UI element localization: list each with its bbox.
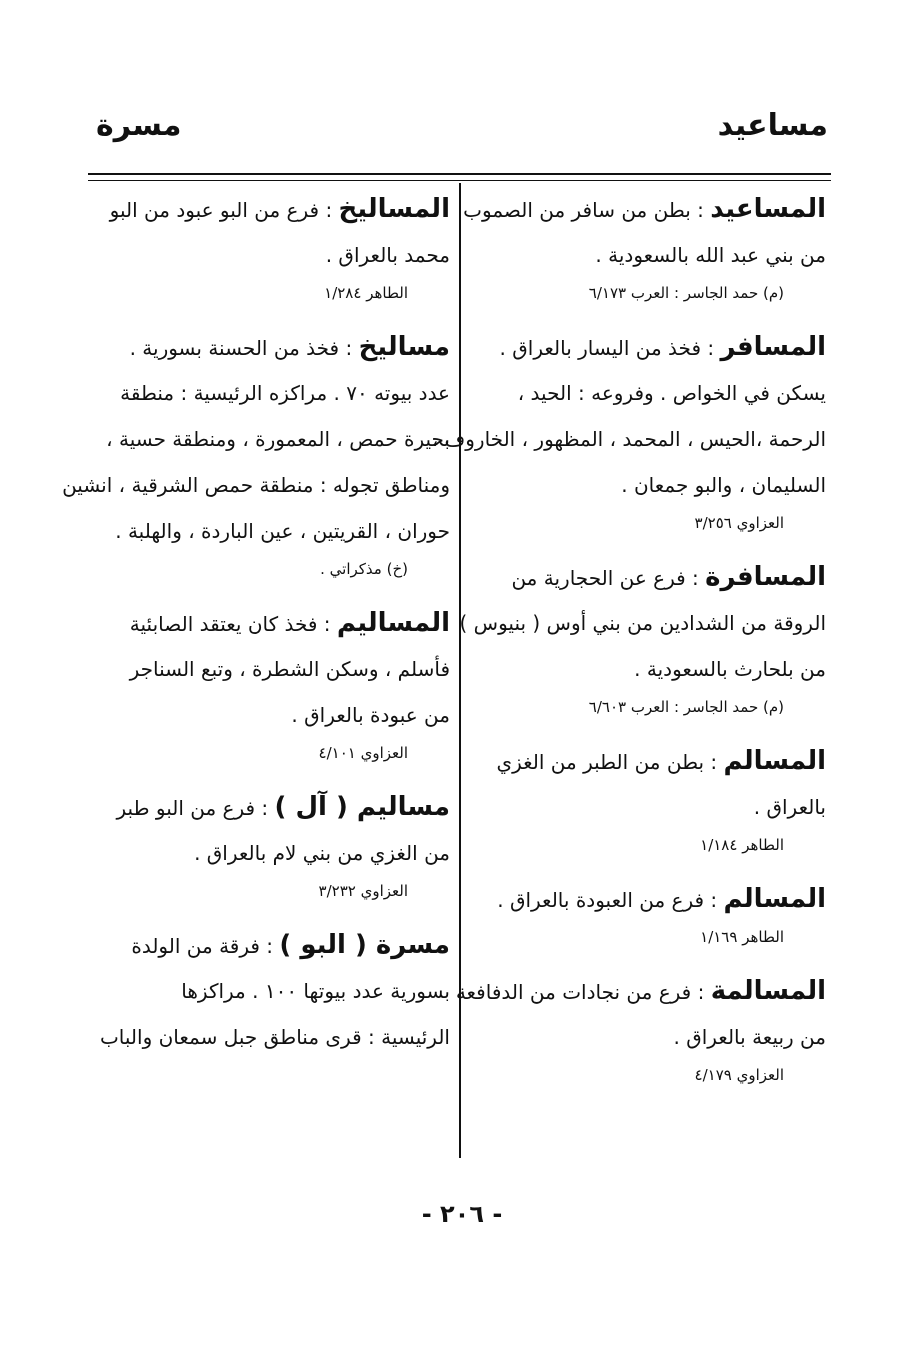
entry-source: العزاوي ٣/٢٥٦: [694, 514, 784, 532]
entry-text-line: [478, 876, 826, 922]
entry-source: الطاهر ١/١٨٤: [700, 836, 784, 854]
entry-definition: السليمان ، والبو جمعان .: [621, 473, 826, 497]
entry-definition: ومناطق تجوله : منطقة حمص الشرقية ، انشين: [62, 473, 450, 497]
entry-definition: من بني عبد الله بالسعودية .: [595, 243, 826, 267]
entry-definition: : فرقة من الولدة: [131, 934, 280, 958]
entry-gap: [478, 722, 826, 738]
entry-text-line: [478, 462, 826, 508]
entry-text-line: [100, 232, 450, 278]
entry-term: المسافر: [720, 332, 826, 362]
entry-source: (خ) مذكراتي .: [320, 560, 408, 578]
entry-text-line: [100, 416, 450, 462]
entry-source: (م) حمد الجاسر : العرب ٦/١٧٣: [588, 284, 784, 302]
entry-text-line: [100, 600, 450, 646]
entry-text-line: [463, 186, 826, 232]
entry-gap: [478, 308, 826, 324]
entry-gap: [100, 584, 450, 600]
entry-term: مساليخ: [358, 332, 450, 362]
entry-term: المساعيد: [710, 194, 826, 224]
entry-text-line: [478, 370, 826, 416]
entry-definition: الرئيسية : قرى مناطق جبل سمعان والباب: [99, 1025, 450, 1049]
entry-definition: فأسلم ، وسكن الشطرة ، وتبع السناجر: [129, 657, 450, 681]
entry-text-line: [478, 554, 826, 600]
entry-text-line: [455, 968, 826, 1014]
entry-definition: من ربيعة بالعراق .: [673, 1025, 826, 1049]
entry-source: العزاوي ٤/١٠١: [318, 744, 408, 762]
entry-text-line: [100, 370, 450, 416]
entry-text-line: [478, 784, 826, 830]
dictionary-entry: [100, 922, 450, 1060]
entry-text-line: [478, 738, 826, 784]
entry-gap: [478, 952, 826, 968]
dictionary-entry: [431, 324, 826, 538]
entry-gap: [100, 768, 450, 784]
left-column: [62, 186, 450, 1076]
dictionary-entry: [478, 738, 826, 860]
entry-definition: يسكن في الخواص . وفروعه : الحيد ،: [517, 381, 826, 405]
entry-text-line: [100, 830, 450, 876]
dictionary-entry: [459, 554, 826, 722]
header-last-entry-word: مسرة: [96, 108, 182, 143]
entry-definition: : فرع من نجادات من الدفافعة: [455, 980, 711, 1004]
header-first-entry-word: مساعيد: [717, 108, 828, 143]
entry-gap: [478, 1090, 826, 1106]
entry-definition: من الغزي من بني لام بالعراق .: [194, 841, 450, 865]
page-number: - ٢٠٦ -: [421, 1200, 503, 1228]
entry-definition: : فرع من البو عبود من البو: [109, 198, 339, 222]
entry-definition: بسورية عدد بيوتها ١٠٠ . مراكزها: [181, 979, 450, 1003]
dictionary-entry: [455, 968, 826, 1090]
entry-text-line: [478, 646, 826, 692]
entry-definition: : فرع من البو طبر: [116, 796, 275, 820]
entry-text-line: [478, 324, 826, 370]
entry-term: مسرة ( البو ): [279, 930, 450, 960]
entry-text-line: [100, 968, 450, 1014]
dictionary-entry: [100, 186, 450, 308]
entry-text-line: [100, 692, 450, 738]
entry-definition: عدد بيوته ٧٠ . مراكزه الرئيسية : منطقة: [120, 381, 450, 405]
header-rule-thin: [88, 180, 831, 181]
entry-text-line: [100, 324, 450, 370]
entry-text-line: [100, 186, 450, 232]
entry-source: الطاهر ١/٢٨٤: [324, 284, 408, 302]
entry-definition: : فخذ كان يعتقد الصابئية: [129, 612, 337, 636]
dictionary-entry: [100, 600, 450, 768]
entry-term: المساليم: [336, 608, 450, 638]
entry-text-line: [62, 462, 450, 508]
entry-definition: من بلحارث بالسعودية .: [634, 657, 826, 681]
entry-term: مساليم ( آل ): [274, 792, 450, 822]
header-rule-thick: [88, 173, 831, 175]
entry-definition: : بطن من سافر من الصموب: [463, 198, 711, 222]
entry-definition: : فخذ من اليسار بالعراق .: [499, 336, 721, 360]
entry-term: المسالم: [723, 746, 826, 776]
entry-source: العزاوي ٣/٢٣٢: [318, 882, 408, 900]
entry-definition: محمد بالعراق .: [325, 243, 450, 267]
entry-term: المساليخ: [338, 194, 450, 224]
dictionary-entry: [478, 876, 826, 952]
entry-definition: : فخذ من الحسنة بسورية .: [129, 336, 359, 360]
entry-gap: [100, 308, 450, 324]
entry-source: الطاهر ١/١٦٩: [700, 928, 784, 946]
entry-definition: حوران ، القريتين ، عين الباردة ، والهلبة .: [115, 519, 450, 543]
dictionary-entry: [463, 186, 826, 308]
dictionary-entry: [100, 784, 450, 906]
entry-definition: الروقة من الشدادين من بني أوس ( بنيوس ): [459, 611, 826, 635]
entry-gap: [100, 1060, 450, 1076]
entry-term: المسافرة: [705, 562, 826, 592]
entry-text-line: [100, 646, 450, 692]
entry-text-line: [431, 416, 826, 462]
entry-text-line: [100, 784, 450, 830]
entry-definition: : فرع من العبودة بالعراق .: [497, 888, 724, 912]
entry-gap: [478, 860, 826, 876]
entry-term: المسالمة: [710, 976, 826, 1006]
entry-definition: من عبودة بالعراق .: [291, 703, 450, 727]
entry-gap: [100, 906, 450, 922]
dictionary-entry: [62, 324, 450, 584]
entry-definition: بحيرة حمص ، المعمورة ، ومنطقة حسية ،: [106, 427, 450, 451]
right-column: [431, 186, 826, 1106]
entry-definition: الرحمة ،الحيس ، المحمد ، المظهور ، الخاروف ،: [431, 427, 826, 451]
entry-text-line: [100, 1014, 450, 1060]
entry-term: المسالم: [723, 884, 826, 914]
entry-definition: : فرع عن الحجارية من: [511, 566, 706, 590]
entry-text-line: [100, 508, 450, 554]
entry-definition: بالعراق .: [753, 795, 826, 819]
entry-text-line: [478, 1014, 826, 1060]
entry-text-line: [100, 922, 450, 968]
entry-text-line: [459, 600, 826, 646]
entry-source: (م) حمد الجاسر : العرب ٦/٦٠٣: [588, 698, 784, 716]
entry-gap: [478, 538, 826, 554]
entry-text-line: [478, 232, 826, 278]
entry-source: العزاوي ٤/١٧٩: [694, 1066, 784, 1084]
entry-definition: : بطن من الطبر من الغزي: [496, 750, 724, 774]
